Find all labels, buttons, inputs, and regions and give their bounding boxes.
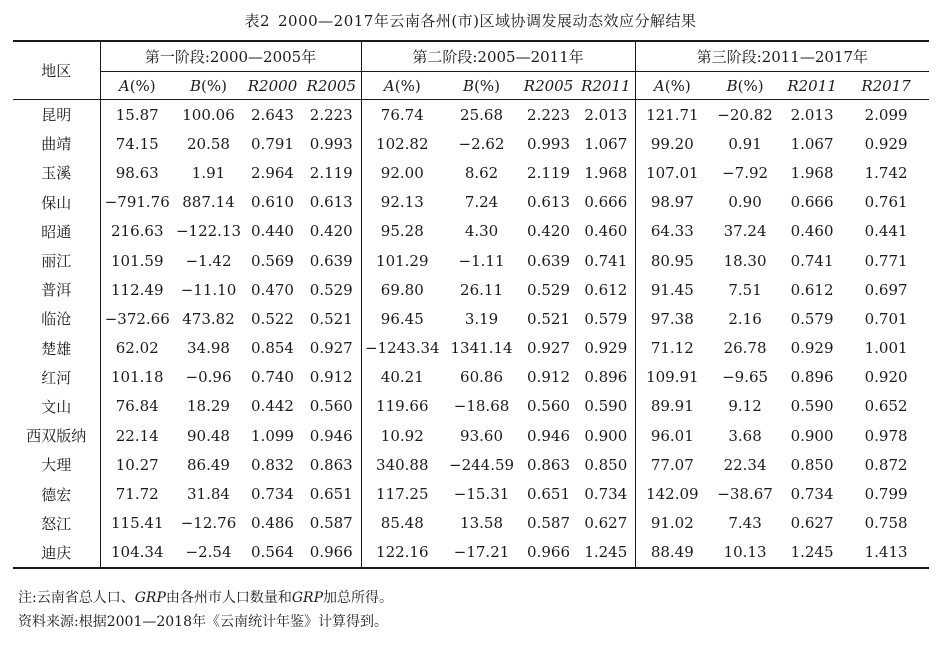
value-cell: 0.741 <box>577 246 635 275</box>
value-cell: 0.639 <box>302 246 361 275</box>
value-cell: 9.12 <box>728 397 762 416</box>
value-cell: 0.470 <box>251 280 294 299</box>
value-cell: 22.14 <box>115 426 159 445</box>
value-cell: 122.16 <box>376 543 429 562</box>
value-cell: 0.569 <box>251 251 294 270</box>
value-cell: 1.067 <box>577 129 635 158</box>
value-cell: −791.76 <box>104 193 170 212</box>
value-cell: 0.799 <box>864 485 908 504</box>
value-cell: 0.522 <box>251 309 294 328</box>
table-row <box>13 100 929 130</box>
value-cell: 0.758 <box>864 514 908 533</box>
value-cell: 0.927 <box>302 334 361 363</box>
stage-3-header: 第三阶段:2011—2017年 <box>635 41 929 72</box>
value-cell: 0.900 <box>790 426 834 445</box>
value-cell: 2.223 <box>302 100 361 130</box>
table-title: 2000—2017年云南各州(市)区域协调发展动态效应分解结果 <box>277 12 697 30</box>
value-cell: 0.564 <box>251 543 294 562</box>
value-cell: 71.72 <box>115 485 159 504</box>
value-cell: 64.33 <box>650 222 694 241</box>
region-cell: 红河 <box>13 363 100 392</box>
value-cell: 1.099 <box>251 426 294 445</box>
value-cell: 2.964 <box>251 163 294 182</box>
value-cell: 0.627 <box>577 509 635 538</box>
value-cell: 1.245 <box>577 538 635 568</box>
value-cell: −9.65 <box>722 368 769 387</box>
value-cell: 0.863 <box>302 450 361 479</box>
value-cell: 0.651 <box>527 485 570 504</box>
value-cell: 26.78 <box>723 339 767 358</box>
value-cell: 98.97 <box>650 193 694 212</box>
value-cell: 18.30 <box>723 251 767 270</box>
value-cell: 37.24 <box>723 222 767 241</box>
value-cell: 0.832 <box>251 455 294 474</box>
region-cell: 怒江 <box>13 509 100 538</box>
value-cell: 0.420 <box>302 217 361 246</box>
value-cell: 100.06 <box>182 105 235 124</box>
value-cell: 77.07 <box>650 455 694 474</box>
column-header: A(%) <box>361 72 443 100</box>
value-cell: 0.929 <box>864 134 908 153</box>
table-row <box>13 304 929 333</box>
table-row <box>13 334 929 363</box>
value-cell: 0.441 <box>864 222 908 241</box>
value-cell: 85.48 <box>380 514 424 533</box>
value-cell: 0.420 <box>527 222 570 241</box>
column-header: B(%) <box>443 72 520 100</box>
value-cell: 62.02 <box>115 339 159 358</box>
value-cell: 15.87 <box>115 105 159 124</box>
value-cell: 0.791 <box>251 134 294 153</box>
region-cell: 大理 <box>13 450 100 479</box>
value-cell: 0.529 <box>302 275 361 304</box>
column-header: R2000 <box>243 72 302 100</box>
value-cell: 0.771 <box>864 251 908 270</box>
value-cell: 60.86 <box>460 368 503 387</box>
value-cell: 71.12 <box>650 339 694 358</box>
value-cell: 1.91 <box>191 163 226 182</box>
value-cell: 0.920 <box>864 368 908 387</box>
value-cell: 0.863 <box>527 455 570 474</box>
value-cell: 80.95 <box>650 251 694 270</box>
value-cell: 0.440 <box>251 222 294 241</box>
value-cell: 216.63 <box>111 222 164 241</box>
value-cell: −2.54 <box>185 543 232 562</box>
value-cell: 69.80 <box>380 280 424 299</box>
table-label: 表2 <box>244 12 270 30</box>
table-row <box>13 217 929 246</box>
value-cell: 2.16 <box>728 309 762 328</box>
region-cell: 楚雄 <box>13 334 100 363</box>
value-cell: 0.579 <box>577 304 635 333</box>
value-cell: 2.119 <box>302 158 361 187</box>
table-row <box>13 158 929 187</box>
region-cell: 西双版纳 <box>13 421 100 450</box>
column-header: R2011 <box>577 72 635 100</box>
value-cell: 0.613 <box>302 188 361 217</box>
region-cell: 普洱 <box>13 275 100 304</box>
value-cell: −20.82 <box>717 105 773 124</box>
region-cell: 保山 <box>13 188 100 217</box>
value-cell: 13.58 <box>460 514 503 533</box>
value-cell: 1.968 <box>790 163 834 182</box>
value-cell: 0.900 <box>577 421 635 450</box>
value-cell: 0.734 <box>251 485 294 504</box>
value-cell: 96.45 <box>380 309 424 328</box>
value-cell: 0.701 <box>864 309 908 328</box>
column-header: R2005 <box>302 72 361 100</box>
value-cell: 1.001 <box>864 339 908 358</box>
data-table <box>13 40 929 569</box>
value-cell: 0.442 <box>251 397 294 416</box>
note-line: 注:云南省总人口、GRP由各州市人口数量和GRP加总所得。 <box>18 590 394 606</box>
value-cell: 10.92 <box>380 426 424 445</box>
value-cell: −12.76 <box>180 514 237 533</box>
value-cell: 1.742 <box>864 163 908 182</box>
value-cell: 97.38 <box>650 309 694 328</box>
value-cell: 0.90 <box>728 193 762 212</box>
region-cell: 迪庆 <box>13 538 100 568</box>
table-row <box>13 188 929 217</box>
value-cell: 31.84 <box>187 485 230 504</box>
value-cell: 101.59 <box>111 251 164 270</box>
value-cell: 119.66 <box>376 397 429 416</box>
value-cell: −1.11 <box>458 251 505 270</box>
region-cell: 德宏 <box>13 479 100 508</box>
value-cell: 0.579 <box>790 309 834 328</box>
value-cell: 92.00 <box>380 163 424 182</box>
value-cell: 0.639 <box>527 251 570 270</box>
value-cell: 0.966 <box>527 543 570 562</box>
value-cell: 0.761 <box>864 193 908 212</box>
source-line: 资料来源:根据2001—2018年《云南统计年鉴》计算得到。 <box>18 614 388 630</box>
table-row <box>13 509 929 538</box>
value-cell: 2.643 <box>251 105 294 124</box>
value-cell: 0.978 <box>864 426 908 445</box>
value-cell: 0.587 <box>302 509 361 538</box>
value-cell: 7.24 <box>464 193 499 212</box>
value-cell: 26.11 <box>460 280 503 299</box>
column-header: B(%) <box>174 72 243 100</box>
value-cell: 0.741 <box>790 251 834 270</box>
value-cell: 0.929 <box>577 334 635 363</box>
value-cell: 86.49 <box>187 455 230 474</box>
value-cell: 104.34 <box>111 543 164 562</box>
value-cell: 0.912 <box>527 368 570 387</box>
value-cell: 0.740 <box>251 368 294 387</box>
column-header: R2005 <box>520 72 577 100</box>
value-cell: 2.119 <box>527 163 570 182</box>
table-row <box>13 246 929 275</box>
subheader-row <box>13 72 929 100</box>
column-header: A(%) <box>635 72 709 100</box>
value-cell: 115.41 <box>111 514 164 533</box>
region-cell: 临沧 <box>13 304 100 333</box>
table-row <box>13 275 929 304</box>
value-cell: 2.099 <box>864 105 908 124</box>
value-cell: −0.96 <box>185 368 232 387</box>
value-cell: 0.929 <box>790 339 834 358</box>
value-cell: 0.627 <box>790 514 834 533</box>
value-cell: 8.62 <box>464 163 499 182</box>
value-cell: 96.01 <box>650 426 694 445</box>
value-cell: 89.91 <box>650 397 694 416</box>
value-cell: 0.460 <box>577 217 635 246</box>
region-cell: 玉溪 <box>13 158 100 187</box>
value-cell: 0.652 <box>864 397 908 416</box>
value-cell: 4.30 <box>464 222 499 241</box>
value-cell: 0.612 <box>577 275 635 304</box>
table-row <box>13 392 929 421</box>
value-cell: 1.968 <box>577 158 635 187</box>
value-cell: 0.946 <box>302 421 361 450</box>
region-cell: 昆明 <box>13 100 100 130</box>
value-cell: −38.67 <box>717 485 773 504</box>
value-cell: 1.245 <box>790 543 834 562</box>
value-cell: 0.486 <box>251 514 294 533</box>
table-row <box>13 479 929 508</box>
value-cell: 91.02 <box>650 514 694 533</box>
value-cell: 102.82 <box>376 134 429 153</box>
table-notes <box>18 586 393 634</box>
value-cell: 1341.14 <box>450 339 513 358</box>
region-cell: 文山 <box>13 392 100 421</box>
value-cell: 0.734 <box>577 479 635 508</box>
value-cell: 0.460 <box>790 222 834 241</box>
value-cell: −244.59 <box>449 455 515 474</box>
column-header: R2011 <box>781 72 843 100</box>
value-cell: 76.74 <box>380 105 424 124</box>
stage-1-header: 第一阶段:2000—2005年 <box>100 41 361 72</box>
column-header: R2017 <box>843 72 929 100</box>
value-cell: 0.587 <box>527 514 570 533</box>
value-cell: 2.013 <box>790 105 834 124</box>
value-cell: 0.612 <box>790 280 834 299</box>
value-cell: −372.66 <box>104 309 170 328</box>
value-cell: 0.590 <box>577 392 635 421</box>
value-cell: 90.48 <box>187 426 230 445</box>
value-cell: 0.610 <box>251 193 294 212</box>
stage-2-header: 第二阶段:2005—2011年 <box>361 41 635 72</box>
value-cell: 95.28 <box>380 222 424 241</box>
value-cell: 0.993 <box>302 129 361 158</box>
value-cell: 0.560 <box>527 397 570 416</box>
value-cell: 0.560 <box>302 392 361 421</box>
column-header: B(%) <box>709 72 781 100</box>
value-cell: −7.92 <box>722 163 769 182</box>
value-cell: 0.666 <box>790 193 834 212</box>
table-row <box>13 538 929 568</box>
region-cell: 曲靖 <box>13 129 100 158</box>
value-cell: 0.91 <box>728 134 762 153</box>
value-cell: 0.912 <box>302 363 361 392</box>
value-cell: −1243.34 <box>364 339 440 358</box>
value-cell: 1.067 <box>790 134 834 153</box>
value-cell: 142.09 <box>646 485 699 504</box>
value-cell: −17.21 <box>453 543 510 562</box>
value-cell: 3.68 <box>728 426 762 445</box>
value-cell: 2.223 <box>527 105 570 124</box>
value-cell: 0.946 <box>527 426 570 445</box>
value-cell: −2.62 <box>458 134 505 153</box>
table-row <box>13 421 929 450</box>
value-cell: 3.19 <box>464 309 499 328</box>
value-cell: 7.43 <box>728 514 762 533</box>
value-cell: 0.993 <box>527 134 570 153</box>
value-cell: 10.13 <box>723 543 767 562</box>
value-cell: 0.896 <box>577 363 635 392</box>
value-cell: 0.927 <box>527 339 570 358</box>
value-cell: 0.590 <box>790 397 834 416</box>
value-cell: 0.613 <box>527 193 570 212</box>
value-cell: 0.521 <box>302 304 361 333</box>
table-row <box>13 450 929 479</box>
value-cell: 76.84 <box>115 397 159 416</box>
value-cell: 0.850 <box>577 450 635 479</box>
value-cell: 107.01 <box>646 163 699 182</box>
value-cell: 0.697 <box>864 280 908 299</box>
value-cell: 0.651 <box>302 479 361 508</box>
value-cell: −122.13 <box>175 222 242 241</box>
value-cell: 0.896 <box>790 368 834 387</box>
value-cell: 88.49 <box>650 543 694 562</box>
value-cell: 18.29 <box>187 397 230 416</box>
value-cell: 40.21 <box>380 368 424 387</box>
value-cell: 0.966 <box>302 538 361 568</box>
value-cell: 10.27 <box>115 455 159 474</box>
value-cell: 340.88 <box>376 455 429 474</box>
value-cell: −1.42 <box>185 251 232 270</box>
value-cell: 101.29 <box>376 251 429 270</box>
value-cell: 0.854 <box>251 339 294 358</box>
value-cell: 2.013 <box>577 100 635 130</box>
value-cell: 112.49 <box>111 280 164 299</box>
region-header: 地区 <box>13 41 100 100</box>
value-cell: −18.68 <box>453 397 510 416</box>
value-cell: 74.15 <box>115 134 159 153</box>
value-cell: 92.13 <box>380 193 424 212</box>
value-cell: 34.98 <box>187 339 230 358</box>
value-cell: 117.25 <box>376 485 429 504</box>
table-header <box>13 41 929 100</box>
value-cell: 887.14 <box>182 193 235 212</box>
value-cell: −15.31 <box>453 485 510 504</box>
value-cell: 22.34 <box>723 455 767 474</box>
value-cell: 101.18 <box>111 368 164 387</box>
column-header: A(%) <box>100 72 174 100</box>
value-cell: 121.71 <box>646 105 699 124</box>
table-body <box>13 100 929 569</box>
value-cell: 1.413 <box>864 543 908 562</box>
region-cell: 丽江 <box>13 246 100 275</box>
value-cell: 473.82 <box>182 309 235 328</box>
value-cell: 0.666 <box>577 188 635 217</box>
value-cell: 0.872 <box>864 455 908 474</box>
value-cell: 109.91 <box>646 368 699 387</box>
value-cell: 0.850 <box>790 455 834 474</box>
value-cell: 0.521 <box>527 309 570 328</box>
value-cell: 25.68 <box>460 105 503 124</box>
value-cell: 20.58 <box>187 134 230 153</box>
value-cell: −11.10 <box>180 280 237 299</box>
value-cell: 99.20 <box>650 134 694 153</box>
table-row <box>13 363 929 392</box>
value-cell: 7.51 <box>728 280 762 299</box>
value-cell: 91.45 <box>650 280 694 299</box>
table-row <box>13 129 929 158</box>
value-cell: 93.60 <box>460 426 503 445</box>
value-cell: 0.529 <box>527 280 570 299</box>
value-cell: 0.734 <box>790 485 834 504</box>
table-caption <box>0 10 941 31</box>
region-cell: 昭通 <box>13 217 100 246</box>
value-cell: 98.63 <box>115 163 159 182</box>
